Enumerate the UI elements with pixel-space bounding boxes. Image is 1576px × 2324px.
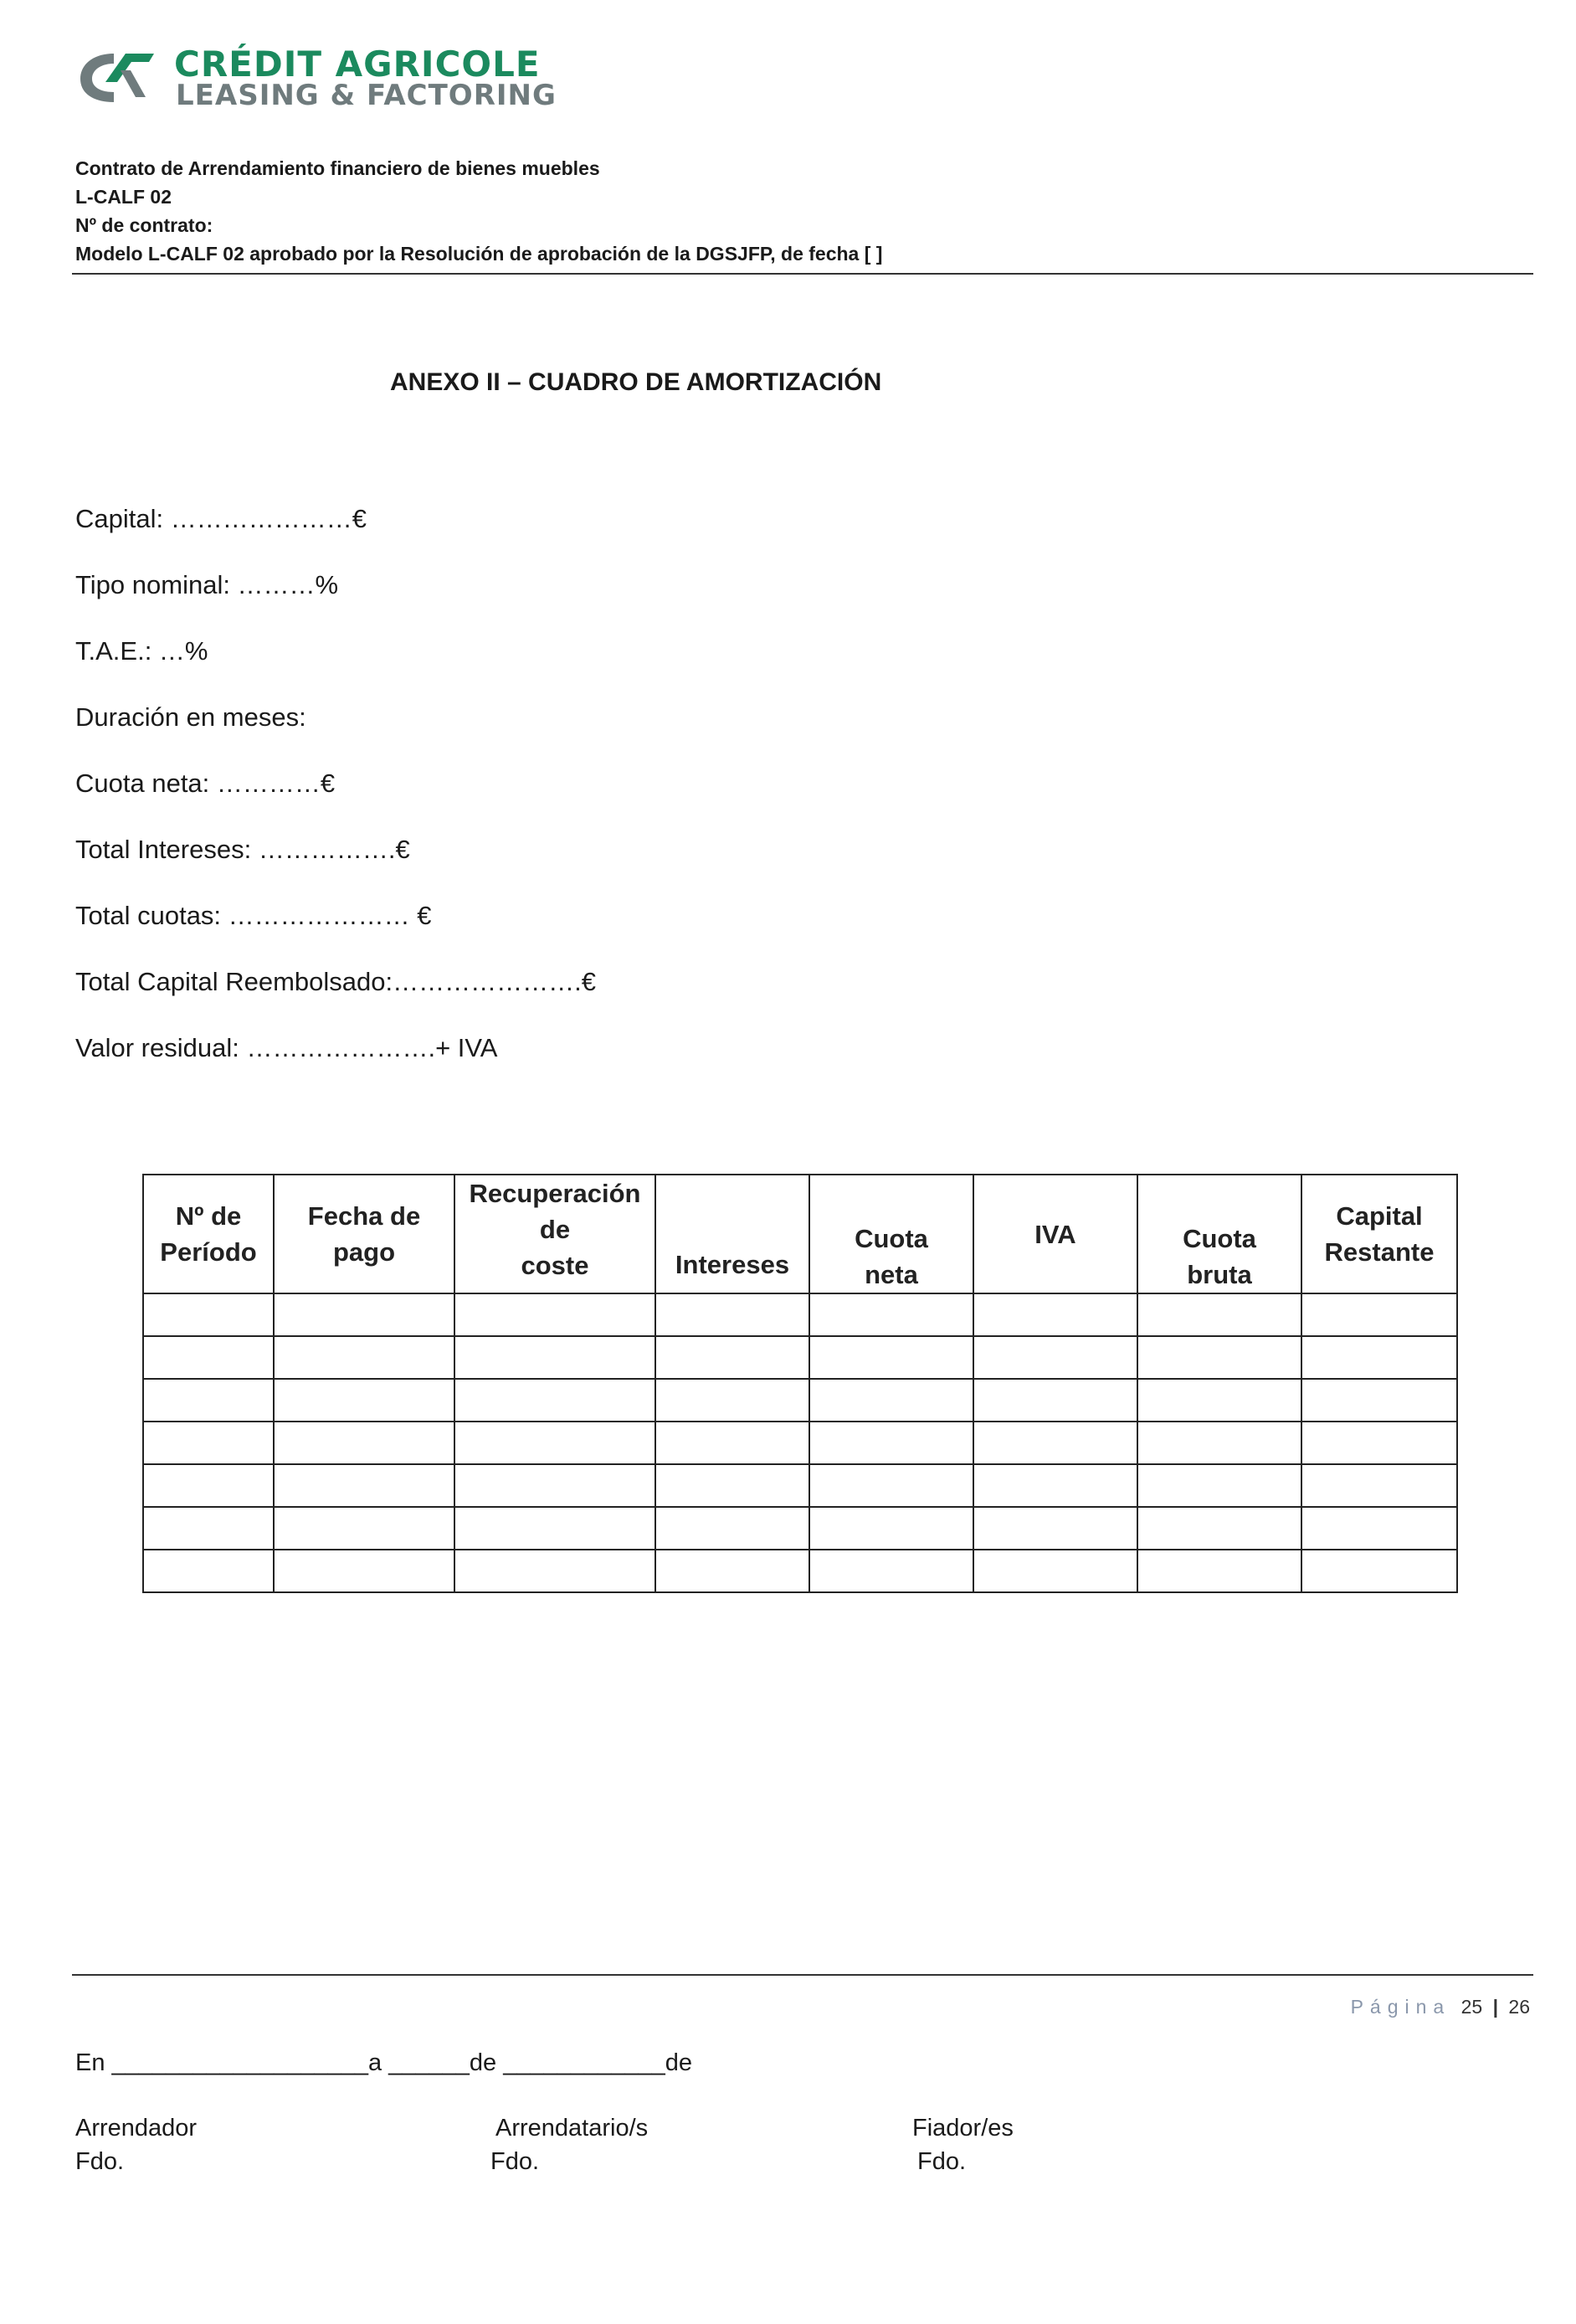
table-cell (1137, 1336, 1301, 1379)
footer-divider (72, 1974, 1533, 1976)
table-cell (143, 1379, 274, 1422)
signature-block-lessor (75, 2111, 197, 2178)
page-number (1351, 1996, 1530, 2018)
amortization-table (142, 1174, 1458, 1593)
column-header-label: Nº de Período (160, 1201, 257, 1267)
header-contract-type: Contrato de Arrendamiento financiero de bienes muebles (75, 157, 600, 179)
table-cell (973, 1507, 1137, 1550)
table-row (143, 1336, 1457, 1379)
table-row (143, 1379, 1457, 1422)
table-cell (454, 1293, 655, 1336)
table-cell (274, 1422, 454, 1464)
field-residual-value: Valor residual: ………………….+ IVA (75, 1033, 498, 1062)
table-cell (809, 1507, 973, 1550)
table-cell (655, 1336, 809, 1379)
signature-block-guarantor (912, 2111, 1014, 2178)
field-total-interest: Total Intereses: …………….€ (75, 835, 410, 864)
table-cell (274, 1507, 454, 1550)
column-header (1301, 1175, 1457, 1293)
column-header (655, 1175, 809, 1293)
column-header-label: IVA (1034, 1219, 1076, 1249)
header-model-code: L-CALF 02 (75, 186, 172, 208)
table-cell (1301, 1422, 1457, 1464)
header-approval-note: Modelo L-CALF 02 aprobado por la Resolución de aprobación de la DGSJFP, de fecha [ ] (75, 243, 883, 265)
table-cell (1301, 1550, 1457, 1592)
table-cell (655, 1464, 809, 1507)
table-cell (454, 1422, 655, 1464)
signature-role: Fiador/es (912, 2115, 1014, 2141)
table-cell (655, 1550, 809, 1592)
field-total-capital-repaid: Total Capital Reembolsado:………………….€ (75, 967, 596, 996)
table-cell (809, 1336, 973, 1379)
table-cell (655, 1422, 809, 1464)
page-current: 25 (1460, 1996, 1483, 2018)
signature-block-lessee (490, 2111, 648, 2178)
column-header (274, 1175, 454, 1293)
header-contract-number: Nº de contrato: (75, 214, 213, 236)
table-cell (1301, 1336, 1457, 1379)
column-header (1137, 1175, 1301, 1293)
header-divider (72, 273, 1533, 275)
table-cell (143, 1464, 274, 1507)
table-cell (454, 1550, 655, 1592)
page-label: Página (1350, 1996, 1451, 2018)
table-cell (809, 1550, 973, 1592)
table-row (143, 1464, 1457, 1507)
table-cell (973, 1422, 1137, 1464)
loan-summary-fields (75, 501, 596, 1096)
credit-agricole-logo-icon (77, 45, 161, 112)
table-cell (1301, 1379, 1457, 1422)
table-cell (1301, 1293, 1457, 1336)
table-cell (1137, 1293, 1301, 1336)
table-cell (973, 1293, 1137, 1336)
table-cell (454, 1507, 655, 1550)
table-cell (1137, 1507, 1301, 1550)
table-cell (274, 1293, 454, 1336)
logo-company-subtitle: LEASING & FACTORING (176, 79, 557, 112)
logo-company-name: CRÉDIT AGRICOLE (174, 44, 541, 85)
table-header-row (143, 1175, 1457, 1293)
table-cell (454, 1379, 655, 1422)
page-title: ANEXO II – CUADRO DE AMORTIZACIÓN (390, 368, 882, 396)
table-cell (809, 1464, 973, 1507)
table-cell (274, 1550, 454, 1592)
column-header-label: Fecha de pago (307, 1201, 421, 1267)
table-cell (1137, 1379, 1301, 1422)
field-net-installment: Cuota neta: …………€ (75, 769, 336, 798)
document-header (75, 154, 1532, 268)
table-row (143, 1422, 1457, 1464)
table-cell (143, 1422, 274, 1464)
field-total-installments: Total cuotas: ………………… € (75, 901, 432, 930)
table-cell (274, 1379, 454, 1422)
signature-label: Fdo. (490, 2148, 540, 2175)
table-cell (143, 1507, 274, 1550)
table-cell (454, 1336, 655, 1379)
table-cell (1137, 1422, 1301, 1464)
column-header-label: Cuota bruta (1183, 1224, 1256, 1289)
column-header-label: Capital Restante (1324, 1201, 1435, 1267)
place-date-line: En ___________________a ______de ____________de (75, 2049, 693, 2076)
page-total: 26 (1508, 1996, 1530, 2018)
field-nominal-rate: Tipo nominal: ………% (75, 570, 339, 599)
table-cell (655, 1293, 809, 1336)
field-tae: T.A.E.: …% (75, 636, 208, 666)
table-cell (973, 1550, 1137, 1592)
table-row (143, 1550, 1457, 1592)
column-header-label: Recuperación de coste (469, 1179, 641, 1280)
table-cell (143, 1550, 274, 1592)
company-logo (77, 42, 579, 117)
field-capital: Capital: …………………€ (75, 504, 367, 533)
table-cell (1301, 1464, 1457, 1507)
field-duration: Duración en meses: (75, 702, 306, 732)
column-header-label: Intereses (675, 1250, 790, 1279)
table-cell (809, 1379, 973, 1422)
table-cell (655, 1507, 809, 1550)
column-header-label: Cuota neta (855, 1224, 928, 1289)
table-body (143, 1293, 1457, 1592)
signature-role: Arrendatario/s (495, 2115, 649, 2141)
table-cell (973, 1336, 1137, 1379)
table-cell (973, 1379, 1137, 1422)
table-cell (655, 1379, 809, 1422)
table-cell (274, 1464, 454, 1507)
signature-label: Fdo. (917, 2148, 967, 2175)
signature-label: Fdo. (75, 2148, 125, 2175)
table-cell (973, 1464, 1137, 1507)
table-cell (143, 1293, 274, 1336)
table-cell (809, 1422, 973, 1464)
page-separator: | (1492, 1996, 1499, 2018)
table-row (143, 1507, 1457, 1550)
table-cell (1137, 1464, 1301, 1507)
column-header (454, 1175, 655, 1293)
column-header (143, 1175, 274, 1293)
table-row (143, 1293, 1457, 1336)
table-cell (1301, 1507, 1457, 1550)
table-cell (274, 1336, 454, 1379)
table-cell (809, 1293, 973, 1336)
table-cell (454, 1464, 655, 1507)
column-header (809, 1175, 973, 1293)
table-cell (143, 1336, 274, 1379)
column-header (973, 1175, 1137, 1293)
signature-role: Arrendador (75, 2115, 198, 2141)
table-cell (1137, 1550, 1301, 1592)
